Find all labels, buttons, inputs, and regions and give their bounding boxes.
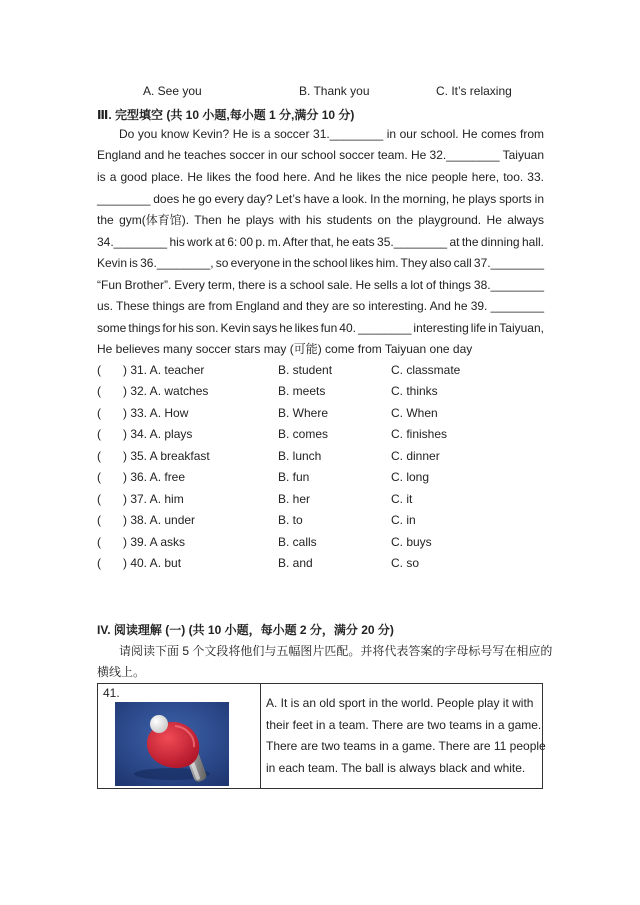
question-stem: ) 31. A. teacher <box>123 363 205 377</box>
answer-paren-open: ( <box>97 427 101 441</box>
answer-paren-open: ( <box>97 535 101 549</box>
option-a: A. See you <box>143 84 202 98</box>
passage-line: Do you know Kevin? He is a soccer 31.________ in our school. He comes from <box>119 127 544 141</box>
section-3-title: Ⅲ. 完型填空 (共 10 小题,每小题 1 分,满分 10 分) <box>97 108 355 122</box>
question-stem: ) 32. A. watches <box>123 384 209 398</box>
option-b: B. meets <box>278 384 326 398</box>
passage-line: us. These things are from England and they are so interesting. And he 39. ________ <box>97 299 544 313</box>
answer-paren-open: ( <box>97 384 101 398</box>
question-stem: ) 36. A. free <box>123 470 186 484</box>
question-row-39 <box>97 535 547 551</box>
passage-a-line: A. It is an old sport in the world. People play it with <box>266 696 534 710</box>
passage-line: is a good place. He likes the food here. And he likes the nice people here, too. 33. <box>97 170 544 184</box>
question-stem: ) 39. A asks <box>123 535 186 549</box>
option-b: B. lunch <box>278 449 322 463</box>
passage-line: “Fun Brother”. Every term, there is a school sale. He sells a lot of things 38.________ <box>97 278 544 292</box>
option-b: B. student <box>278 363 333 377</box>
question-stem: ) 35. A breakfast <box>123 449 210 463</box>
answer-paren-open: ( <box>97 513 101 527</box>
ping-pong-paddle-icon <box>115 702 229 786</box>
question-stem: ) 33. A. How <box>123 406 189 420</box>
option-b: B. Where <box>278 406 329 420</box>
option-c: C. finishes <box>391 427 448 441</box>
answer-paren-open: ( <box>97 556 101 570</box>
section-4-instructions-cont: 横线上。 <box>97 665 146 679</box>
passage-line: England and he teaches soccer in our school soccer team. He 32.________ Taiyuan <box>97 148 544 162</box>
section-4-title: IV. 阅读理解 (一) (共 10 小题，每小题 2 分，满分 20 分) <box>97 623 394 637</box>
option-b: B. fun <box>278 470 310 484</box>
answer-paren-open: ( <box>97 470 101 484</box>
option-c: C. in <box>391 513 416 527</box>
option-c: C. buys <box>391 535 432 549</box>
passage-line: 34.________ his work at 6: 00 p. m. After that, he eats 35.________ at the dinning hall. <box>97 235 544 249</box>
question-stem: ) 37. A. him <box>123 492 184 506</box>
question-row-33 <box>97 406 547 422</box>
table-divider <box>260 684 261 788</box>
passage-a-line: their feet in a team. There are two teams in a game. <box>266 717 542 732</box>
passage-line: He believes many soccer stars may (可能) come from Taiyuan one day <box>97 342 473 356</box>
matching-table <box>97 683 546 789</box>
question-row-35 <box>97 449 547 465</box>
answer-paren-open: ( <box>97 363 101 377</box>
question-row-37 <box>97 492 547 508</box>
option-b: B. and <box>278 556 313 570</box>
question-stem: ) 34. A. plays <box>123 427 193 441</box>
option-b: B. to <box>278 513 303 527</box>
section-4-instructions: 请阅读下面 5 个文段将他们与五幅图片匹配。并将代表答案的字母标号写在相应的 <box>119 644 553 658</box>
option-c: C. it <box>391 492 413 506</box>
option-c: C. classmate <box>391 363 461 377</box>
question-stem: ) 40. A. but <box>123 556 182 570</box>
option-b: B. comes <box>278 427 329 441</box>
passage-a <box>266 693 546 779</box>
option-c: C. It’s relaxing <box>436 84 512 98</box>
passage-a-line: There are two teams in a game. There are 11 people <box>266 739 546 753</box>
answer-paren-open: ( <box>97 449 101 463</box>
passage-line: ________ does he go every day? Let’s have a look. In the morning, he plays sports in <box>97 192 544 206</box>
passage-a-line: in each team. The ball is always black and white. <box>266 760 526 775</box>
answer-paren-open: ( <box>97 406 101 420</box>
option-b: B. Thank you <box>299 84 370 98</box>
option-c: C. thinks <box>391 384 438 398</box>
passage-line: some things for his son. Kevin says he likes fun 40. ________ interesting life in Taiyuan, <box>97 321 544 335</box>
question-stem: ) 38. A. under <box>123 513 196 527</box>
option-c: C. When <box>391 406 438 420</box>
question-number: 41. <box>103 686 120 700</box>
question-row-31 <box>97 363 547 379</box>
passage-line: the gym(体育馆). Then he plays with his students on the playground. He always <box>97 213 544 227</box>
answer-paren-open: ( <box>97 492 101 506</box>
question-row-32 <box>97 384 547 400</box>
option-c: C. dinner <box>391 449 440 463</box>
option-b: B. calls <box>278 535 317 549</box>
question-row-34 <box>97 427 547 443</box>
question-row-40 <box>97 556 547 572</box>
option-c: C. so <box>391 556 420 570</box>
passage-line: Kevin is 36.________, so everyone in the school likes him. They also call 37.________ <box>97 256 544 270</box>
option-b: B. her <box>278 492 311 506</box>
question-row-36 <box>97 470 547 486</box>
option-c: C. long <box>391 470 430 484</box>
question-row-38 <box>97 513 547 529</box>
